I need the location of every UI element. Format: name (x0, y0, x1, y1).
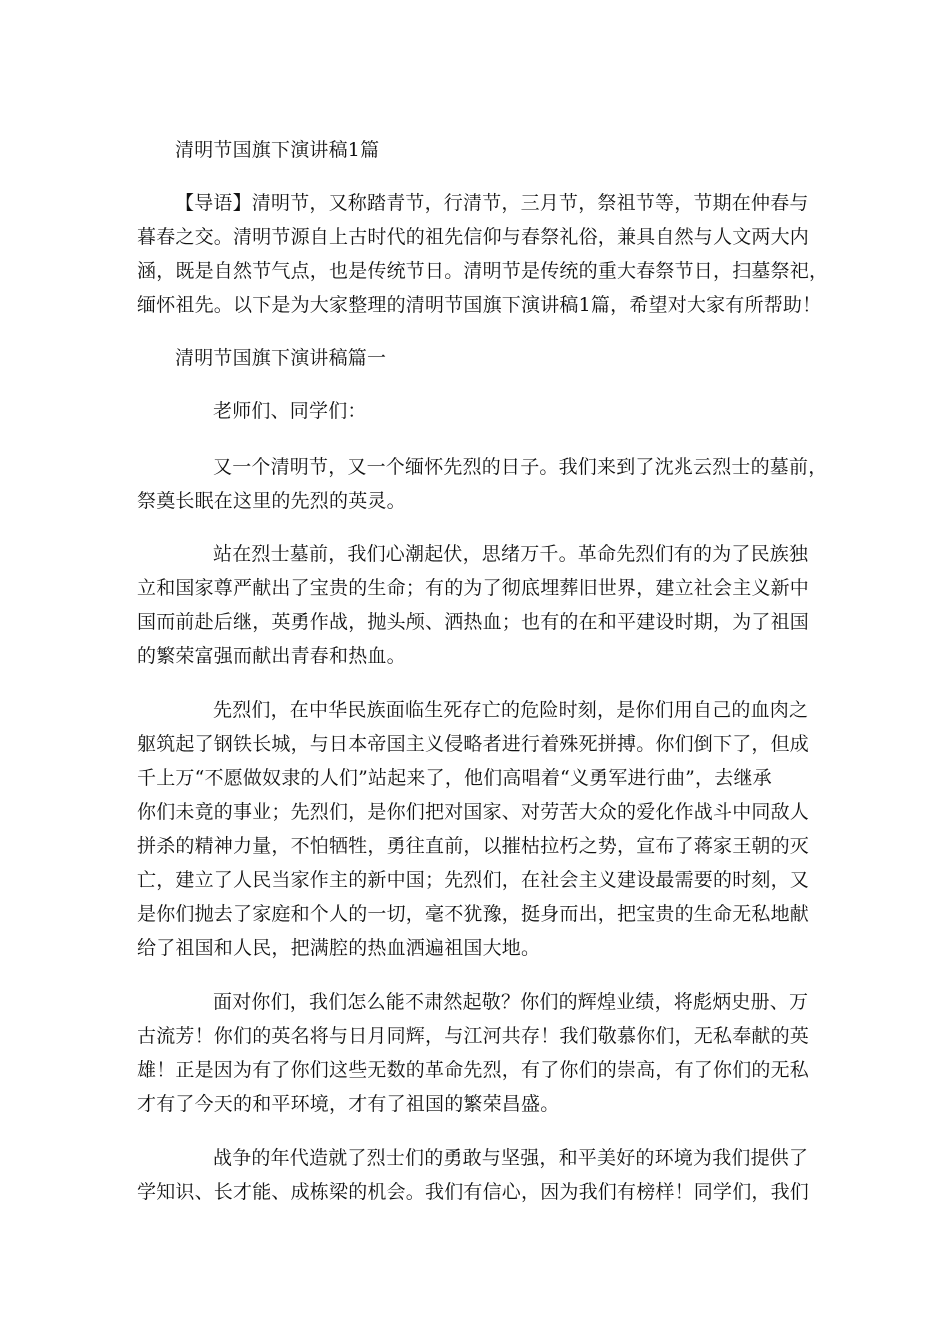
paragraph-line: 面对你们，我们怎么能不肃然起敬？你们的辉煌业绩，将彪炳史册、万 (213, 991, 809, 1013)
paragraph-line: 的繁荣富强而献出青春和热血。 (137, 645, 406, 667)
section-title: 清明节国旗下演讲稿篇一 (175, 347, 387, 369)
paragraph-line: 又一个清明节，又一个缅怀先烈的日子。我们来到了沈兆云烈士的墓前， (213, 456, 828, 478)
paragraph-line: 先烈们，在中华民族面临生死存亡的危险时刻，是你们用自己的血肉之 (213, 699, 809, 721)
paragraph-line: 拼杀的精神力量，不怕牺牲，勇往直前，以摧枯拉朽之势，宣布了蒋家王朝的灭 (137, 835, 810, 857)
paragraph-line: 雄！正是因为有了你们这些无数的革命先烈，有了你们的崇高，有了你们的无私 (137, 1059, 810, 1081)
intro-line: 缅怀祖先。以下是为大家整理的清明节国旗下演讲稿1篇，希望对大家有所帮助！ (137, 294, 822, 316)
paragraph-line: 亡，建立了人民当家作主的新中国；先烈们，在社会主义建设最需要的时刻，又 (137, 869, 810, 891)
paragraph-line: 站在烈士墓前，我们心潮起伏，思绪万千。革命先烈们有的为了民族独 (213, 543, 809, 565)
paragraph-line: 千上万“不愿做奴隶的人们”站起来了，他们高唱着“义勇军进行曲”，去继承 (137, 767, 772, 789)
paragraph-line: 古流芳！你们的英名将与日月同辉，与江河共存！我们敬慕你们，无私奉献的英 (137, 1025, 810, 1047)
paragraph-line: 祭奠长眠在这里的先烈的英灵。 (137, 490, 406, 512)
paragraph-line: 躯筑起了钢铁长城，与日本帝国主义侵略者进行着殊死拼搏。你们倒下了，但成 (137, 733, 810, 755)
document-title: 清明节国旗下演讲稿1篇 (175, 139, 380, 161)
intro-line: 涵，既是自然节气点，也是传统节日。清明节是传统的重大春祭节日，扫墓祭祀， (137, 260, 829, 282)
paragraph-line: 国而前赴后继，英勇作战，抛头颅、洒热血；也有的在和平建设时期，为了祖国 (137, 611, 810, 633)
paragraph-line: 立和国家尊严献出了宝贵的生命；有的为了彻底埋葬旧世界，建立社会主义新中 (137, 577, 810, 599)
paragraph-line: 学知识、长才能、成栋梁的机会。我们有信心，因为我们有榜样！同学们，我们 (137, 1181, 810, 1203)
paragraph-line: 才有了今天的和平环境，才有了祖国的繁荣昌盛。 (137, 1093, 560, 1115)
paragraph-line: 你们未竟的事业；先烈们，是你们把对国家、对劳苦大众的爱化作战斗中同敌人 (137, 801, 810, 823)
paragraph-line: 战争的年代造就了烈士们的勇敢与坚强，和平美好的环境为我们提供了 (213, 1147, 809, 1169)
salutation: 老师们、同学们： (213, 400, 367, 422)
intro-line: 暮春之交。清明节源自上古时代的祖先信仰与春祭礼俗，兼具自然与人文两大内 (137, 226, 810, 248)
paragraph-line: 是你们抛去了家庭和个人的一切，毫不犹豫，挺身而出，把宝贵的生命无私地献 (137, 903, 810, 925)
paragraph-line: 给了祖国和人民，把满腔的热血洒遍祖国大地。 (137, 937, 541, 959)
intro-line: 【导语】清明节，又称踏青节，行清节，三月节，祭祖节等，节期在仲春与 (175, 192, 809, 214)
